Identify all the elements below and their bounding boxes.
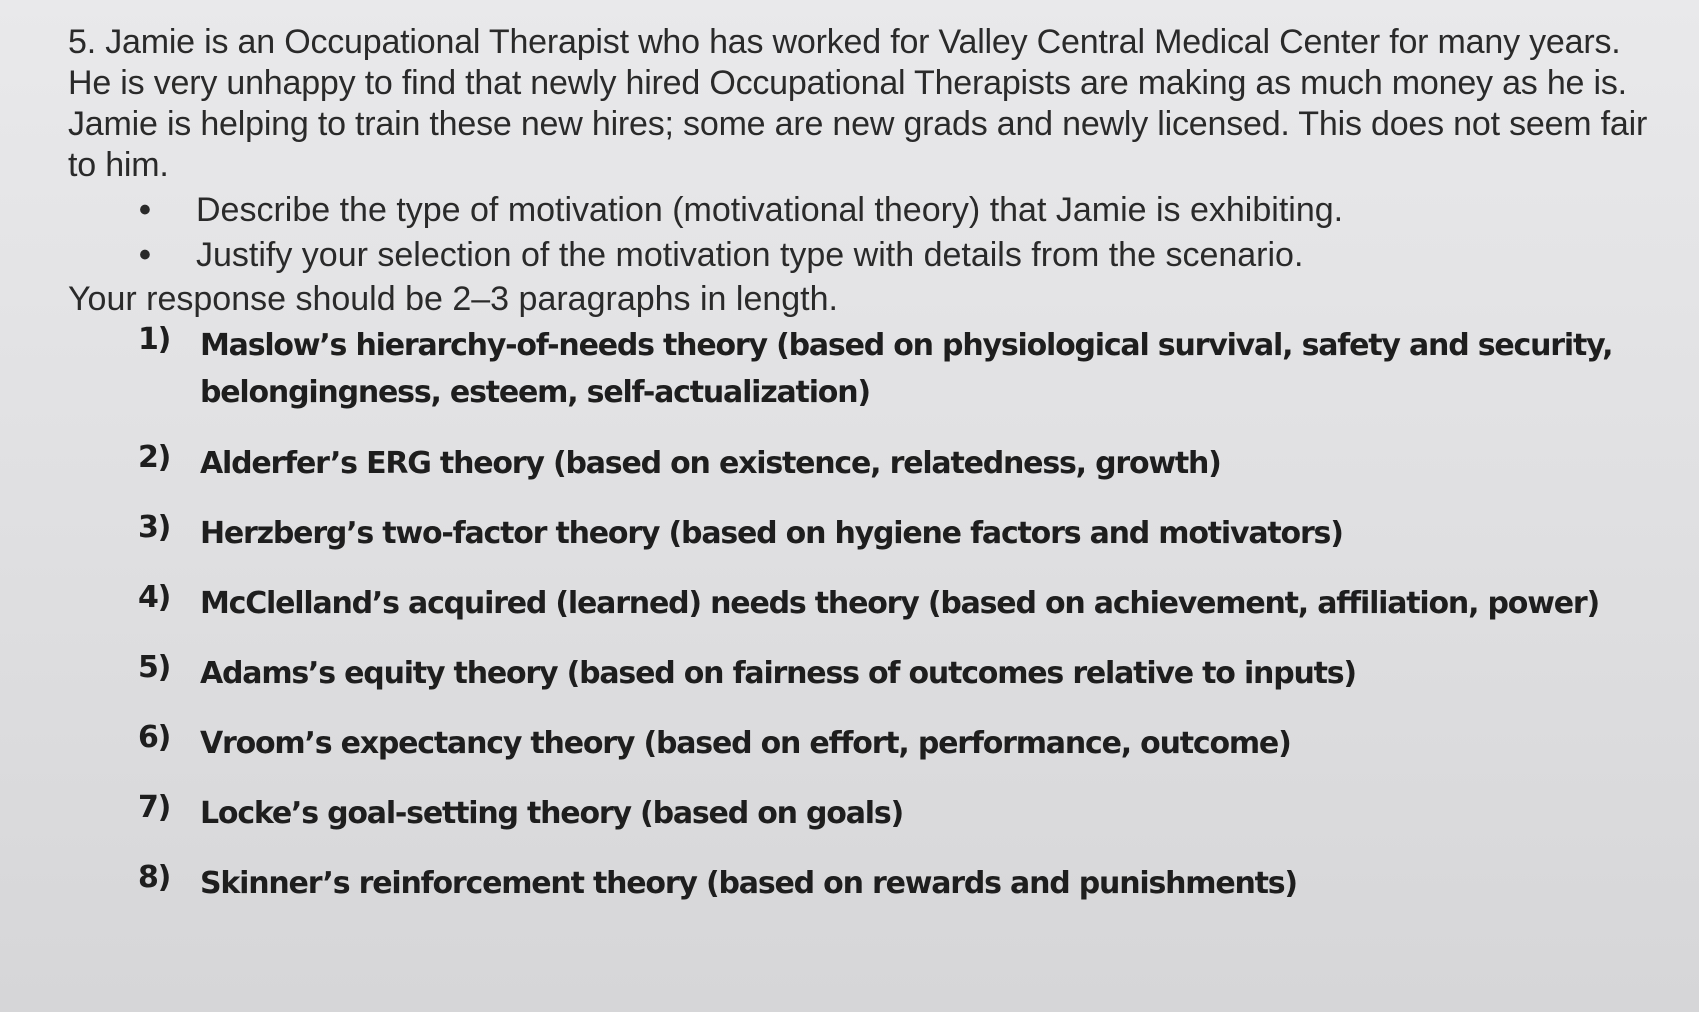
question-block [68,22,1668,320]
theory-text: Vroom’s expectancy theory (based on effort, performance, outcome) [200,726,1291,761]
bullet-item [68,233,1668,278]
theory-number: 6) [138,720,171,755]
bullet-item [68,188,1668,233]
theory-number: 2) [138,440,171,475]
theory-number: 8) [138,860,171,895]
theory-item-alderfer [138,440,1658,487]
bullet-icon: • [139,191,151,229]
theory-list [138,322,1658,907]
theory-item-herzberg [138,510,1658,557]
theory-item-locke [138,790,1658,837]
theory-item-adams [138,650,1658,697]
theory-text: McClelland’s acquired (learned) needs theory (based on achievement, affiliation, power) [200,586,1599,621]
theory-number: 7) [138,790,171,825]
instruction-bullets [68,188,1668,278]
theory-item-vroom [138,720,1658,767]
bullet-text: Describe the type of motivation (motivational theory) that Jamie is exhibiting. [196,191,1344,229]
theory-number: 4) [138,580,171,615]
theory-text: Alderfer’s ERG theory (based on existence, relatedness, growth) [200,446,1221,481]
theory-text: Skinner’s reinforcement theory (based on rewards and punishments) [200,866,1297,901]
response-length-note: Your response should be 2–3 paragraphs in length. [68,280,838,318]
theory-text: Herzberg’s two-factor theory (based on hygiene factors and motivators) [200,516,1343,551]
theory-number: 3) [138,510,171,545]
theory-number: 1) [138,322,171,357]
theory-text: Adams’s equity theory (based on fairness of outcomes relative to inputs) [200,656,1356,691]
question-paragraph: 5. Jamie is an Occupational Therapist who has worked for Valley Central Medical Center for many years. He is very unhappy to find that newly hired Occupational Therapists are making as much money as he is. Jamie is helping to train these new hires; some are new grads and newly licensed. This does not seem fair to him. [68,23,1648,184]
bullet-text: Justify your selection of the motivation type with details from the scenario. [196,236,1304,274]
theory-item-skinner [138,860,1658,907]
theory-text: Maslow’s hierarchy-of-needs theory (based on physiological survival, safety and security, belongingness, esteem, self-actualization) [200,328,1613,410]
theory-item-mcclelland [138,580,1658,627]
theory-item-maslow [138,322,1658,416]
bullet-icon: • [139,236,151,274]
theory-text: Locke’s goal-setting theory (based on goals) [200,796,904,831]
theory-number: 5) [138,650,171,685]
